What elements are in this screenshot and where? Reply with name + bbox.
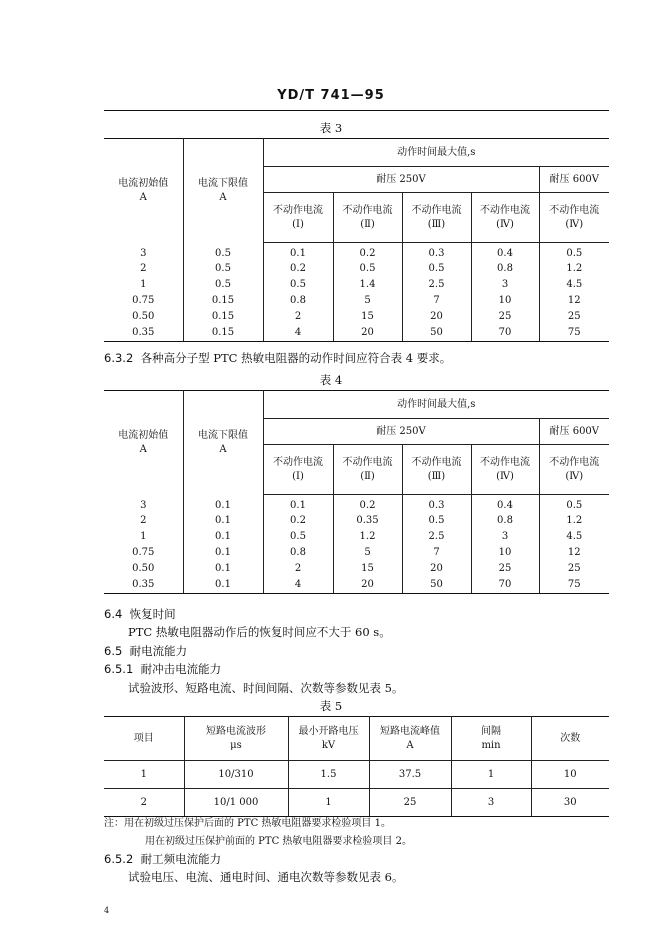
table-row <box>104 761 609 789</box>
section-6-3-2: 6.3.2 各种高分子型 PTC 热敏电阻器的动作时间应符合表 4 要求。 <box>104 351 452 365</box>
table-row <box>104 277 609 293</box>
table4-sub1-header: 耐压 250V <box>263 419 539 445</box>
table-cell: 0.1 <box>183 513 263 529</box>
table4-sub2-header: 耐压 600V <box>539 419 609 445</box>
table-cell: 25 <box>369 789 451 817</box>
table-cell: 1 <box>104 277 183 293</box>
table-cell: 0.2 <box>263 513 333 529</box>
table-cell: 1 <box>104 761 184 789</box>
table-row <box>104 513 609 529</box>
table-cell: 1 <box>288 789 369 817</box>
header-rule <box>104 110 609 111</box>
table-row <box>104 561 609 577</box>
table-cell: 0.35 <box>104 325 183 341</box>
table5-caption: 表 5 <box>319 699 343 713</box>
table-cell: 0.35 <box>333 513 402 529</box>
table-row <box>104 325 609 341</box>
table-cell: 25 <box>567 311 581 322</box>
table3-group-header: 动作时间最大值,s <box>263 139 609 167</box>
table4 <box>104 390 609 594</box>
table-cell: 0.3 <box>402 495 471 514</box>
table-cell: 10/1 000 <box>184 789 288 817</box>
table-cell: 1.5 <box>288 761 369 789</box>
table-cell: 0.35 <box>104 577 183 593</box>
section-6-4: 6.4 恢复时间 <box>104 607 176 621</box>
table-cell: 0.1 <box>183 495 263 514</box>
table-row <box>104 545 609 561</box>
table-cell: 3 <box>104 243 183 262</box>
table-cell: 12 <box>567 547 581 558</box>
table3-col-header: 不动作电流 (Ⅱ) <box>333 193 402 243</box>
note-1: 注：用在初级过压保护后面的 PTC 热敏电阻器要求检验项目 1。 <box>104 818 391 829</box>
table-cell: 3 <box>471 529 539 545</box>
table-row <box>104 309 609 325</box>
table-cell: 20 <box>333 325 402 341</box>
table-cell: 2 <box>104 789 184 817</box>
table-cell: 0.50 <box>104 309 183 325</box>
table-cell: 25 <box>471 561 539 577</box>
table-cell: 5 <box>333 545 402 561</box>
table-cell: 75 <box>539 325 609 341</box>
table-cell: 7 <box>402 545 471 561</box>
table-cell: 4 <box>263 325 333 341</box>
table-cell: 25 <box>471 309 539 325</box>
table-cell: 37.5 <box>369 761 451 789</box>
note-2: 用在初级过压保护前面的 PTC 热敏电阻器要求检验项目 2。 <box>145 836 412 847</box>
table-cell: 30 <box>531 789 609 817</box>
table5 <box>104 716 609 817</box>
table5-col-header: 间隔 min <box>451 717 531 761</box>
table3-col-header: 不动作电流 (Ⅳ) <box>539 193 609 243</box>
table5-col-header: 短路电流峰值 A <box>369 717 451 761</box>
table4-col-header: 不动作电流 (Ⅲ) <box>402 445 471 495</box>
table-cell: 1 <box>104 529 183 545</box>
table-cell: 0.3 <box>402 243 471 262</box>
table3 <box>104 138 609 342</box>
table-row <box>104 529 609 545</box>
table-cell: 0.15 <box>183 293 263 309</box>
table5-col-header: 次数 <box>531 717 609 761</box>
table-cell: 1.2 <box>566 515 583 526</box>
table-cell: 0.4 <box>471 243 539 262</box>
table-cell: 0.8 <box>263 293 333 309</box>
table4-col-header: 不动作电流 (Ⅳ) <box>471 445 539 495</box>
section-6-5-2: 6.5.2 耐工频电流能力 <box>104 852 222 866</box>
table-cell: 25 <box>567 563 581 574</box>
table-cell: 20 <box>333 577 402 593</box>
table-cell: 0.15 <box>183 325 263 341</box>
table-cell: 0.5 <box>183 277 263 293</box>
table-cell: 0.5 <box>183 243 263 262</box>
table-cell: 0.50 <box>104 561 183 577</box>
table-cell: 75 <box>539 577 609 593</box>
table4-group-header: 动作时间最大值,s <box>263 391 609 419</box>
table3-col-header: 不动作电流 (Ⅲ) <box>402 193 471 243</box>
table-cell: 0.4 <box>471 495 539 514</box>
table-cell: 0.5 <box>333 261 402 277</box>
table3-sub1-header: 耐压 250V <box>263 167 539 193</box>
table3-caption: 表 3 <box>319 121 343 135</box>
table5-col-header: 项目 <box>104 717 184 761</box>
section-6-5-2-text: 试验电压、电流、通电时间、通电次数等参数见表 6。 <box>128 870 404 884</box>
table-cell: 20 <box>402 309 471 325</box>
table-cell: 4.5 <box>566 279 583 290</box>
table-cell: 4.5 <box>566 531 583 542</box>
table-cell: 0.75 <box>104 293 183 309</box>
table-cell: 1.4 <box>333 277 402 293</box>
table-cell: 1.2 <box>333 529 402 545</box>
table-cell: 0.1 <box>263 243 333 262</box>
table-cell: 0.5 <box>402 261 471 277</box>
table3-col1-header: 电流初始值 A <box>104 139 183 243</box>
table4-col2-header: 电流下限值 A <box>183 391 263 495</box>
table-cell: 0.5 <box>402 513 471 529</box>
table-cell: 2 <box>104 513 183 529</box>
section-6-5: 6.5 耐电流能力 <box>104 644 188 658</box>
table-cell: 0.2 <box>333 495 402 514</box>
table-cell: 0.1 <box>183 545 263 561</box>
section-6-5-1: 6.5.1 耐冲击电流能力 <box>104 662 222 676</box>
table-row <box>104 293 609 309</box>
table-cell: 0.1 <box>183 577 263 593</box>
table-cell: 50 <box>402 325 471 341</box>
table-cell: 10 <box>471 545 539 561</box>
table-cell: 2.5 <box>402 529 471 545</box>
table4-caption: 表 4 <box>319 373 343 387</box>
table-row <box>104 495 609 514</box>
table-cell: 3 <box>471 277 539 293</box>
table-cell: 0.2 <box>333 243 402 262</box>
table-cell: 15 <box>333 309 402 325</box>
table-cell: 0.5 <box>566 248 583 259</box>
table-row <box>104 243 609 262</box>
table3-col-header: 不动作电流 (Ⅰ) <box>263 193 333 243</box>
table-cell: 2 <box>263 561 333 577</box>
table-cell: 1 <box>451 761 531 789</box>
table-cell: 2 <box>104 261 183 277</box>
table-cell: 2.5 <box>402 277 471 293</box>
table-cell: 70 <box>471 577 539 593</box>
table-cell: 0.8 <box>471 261 539 277</box>
table-cell: 0.75 <box>104 545 183 561</box>
table-row <box>104 261 609 277</box>
table-cell: 0.5 <box>183 261 263 277</box>
table-cell: 70 <box>471 325 539 341</box>
table-cell: 12 <box>567 295 581 306</box>
table-cell: 0.8 <box>263 545 333 561</box>
table-cell: 2 <box>263 309 333 325</box>
table-cell: 10 <box>471 293 539 309</box>
table4-col-header: 不动作电流 (Ⅱ) <box>333 445 402 495</box>
table5-col-header: 最小开路电压 kV <box>288 717 369 761</box>
table3-sub2-header: 耐压 600V <box>539 167 609 193</box>
table-cell: 10/310 <box>184 761 288 789</box>
table5-col-header: 短路电流波形 μs <box>184 717 288 761</box>
table-cell: 4 <box>263 577 333 593</box>
table-cell: 5 <box>333 293 402 309</box>
table-cell: 0.1 <box>183 561 263 577</box>
table-row <box>104 577 609 593</box>
table-cell: 0.2 <box>263 261 333 277</box>
table-cell: 3 <box>451 789 531 817</box>
section-6-5-1-text: 试验波形、短路电流、时间间隔、次数等参数见表 5。 <box>128 681 404 695</box>
table-cell: 0.1 <box>183 529 263 545</box>
table-cell: 0.5 <box>263 277 333 293</box>
table-cell: 7 <box>402 293 471 309</box>
table3-col2-header: 电流下限值 A <box>183 139 263 243</box>
section-6-4-text: PTC 热敏电阻器动作后的恢复时间应不大于 60 s。 <box>128 625 391 639</box>
table3-col-header: 不动作电流 (Ⅳ) <box>471 193 539 243</box>
table-cell: 0.1 <box>263 495 333 514</box>
document-header: YD/T 741—95 <box>277 88 385 103</box>
table4-col-header: 不动作电流 (Ⅰ) <box>263 445 333 495</box>
table4-col1-header: 电流初始值 A <box>104 391 183 495</box>
table-cell: 10 <box>531 761 609 789</box>
table4-col-header: 不动作电流 (Ⅳ) <box>539 445 609 495</box>
table-cell: 0.5 <box>263 529 333 545</box>
table-cell: 0.15 <box>183 309 263 325</box>
table-cell: 50 <box>402 577 471 593</box>
table-row <box>104 789 609 817</box>
table-cell: 0.8 <box>471 513 539 529</box>
page-number: 4 <box>104 906 110 915</box>
table-cell: 3 <box>104 495 183 514</box>
table-cell: 15 <box>333 561 402 577</box>
table-cell: 1.2 <box>566 263 583 274</box>
table-cell: 20 <box>402 561 471 577</box>
table-cell: 0.5 <box>566 500 583 511</box>
